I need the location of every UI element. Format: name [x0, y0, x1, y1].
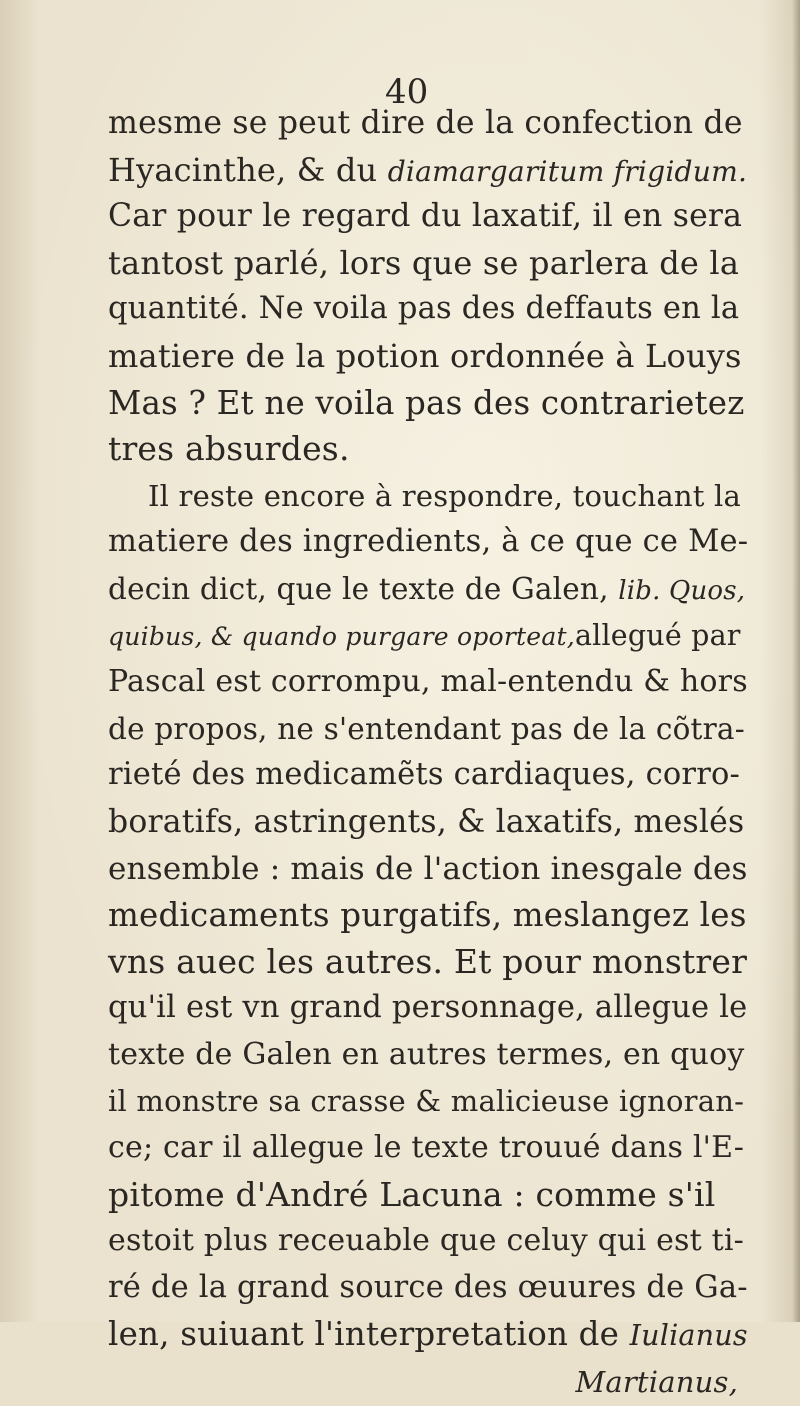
text-line	[108, 985, 748, 1032]
text-line	[108, 1311, 748, 1358]
text-roman: Car pour le regard du laxatif, il en sera	[108, 198, 743, 235]
text-italic: quibus, & quando purgare oporteat,	[108, 621, 575, 651]
text-roman: Pascal est corrompu, mal-entendu & hors	[108, 664, 748, 700]
page-number: 40	[385, 72, 429, 112]
text-roman: Hyacinthe, & du	[108, 150, 388, 189]
text-line	[108, 1078, 748, 1125]
text-roman: Il reste encore à respondre, touchant la	[148, 478, 741, 513]
text-roman: quantité. Ne voila pas des deffauts en la	[108, 291, 740, 327]
text-roman: estoit plus receuable que celuy qui est ti-	[108, 1223, 745, 1259]
text-roman: il monstre sa crasse & malicieuse ignoran-	[108, 1084, 745, 1119]
text-line	[108, 1125, 748, 1172]
text-roman: allegué par	[574, 618, 741, 652]
text-line	[108, 939, 748, 986]
text-roman: tantost parlé, lors que se parlera de la	[108, 243, 740, 282]
text-italic: Iulianus	[629, 1318, 748, 1353]
text-line	[108, 193, 748, 240]
text-italic: lib. Quos,	[618, 575, 746, 606]
text-line	[108, 799, 748, 846]
text-line	[108, 333, 748, 380]
text-roman: len, suiuant l'interpretation de	[108, 1315, 630, 1354]
text-line	[108, 147, 748, 194]
text-roman: medicaments purgatifs, meslangez les	[108, 896, 747, 935]
text-roman: ce; car il allegue le texte trouué dans l'E-	[108, 1130, 745, 1166]
text-line	[108, 1218, 748, 1265]
text-line	[108, 752, 748, 799]
text-line	[108, 846, 748, 893]
text-line	[108, 706, 748, 753]
text-line	[108, 1265, 748, 1312]
text-line	[108, 566, 748, 613]
text-line	[108, 519, 748, 566]
text-roman: ré de la grand source des œuures de Ga-	[108, 1269, 748, 1305]
text-line	[108, 380, 748, 427]
text-roman: Mas ? Et ne voila pas des contrarietez	[108, 383, 745, 422]
text-roman: tres absurdes.	[108, 429, 350, 469]
text-roman: texte de Galen en autres termes, en quoy	[108, 1036, 745, 1072]
text-roman: ensemble : mais de l'action inesgale des	[108, 850, 748, 887]
text-line	[108, 1032, 748, 1079]
text-line	[108, 613, 748, 660]
text-roman: mesme se peut dire de la confection de	[108, 105, 743, 141]
text-line	[108, 1172, 748, 1219]
text-roman: qu'il est vn grand personnage, allegue le	[108, 990, 748, 1026]
text-roman: matiere des ingredients, à ce que ce Me-	[108, 524, 749, 560]
text-roman: matiere de la potion ordonnée à Louys	[108, 336, 742, 375]
text-roman: decin dict, que le texte de Galen,	[108, 571, 619, 606]
text-line	[108, 892, 748, 939]
text-italic: Martianus,	[575, 1365, 738, 1400]
text-roman: rieté des medicamẽts cardiaques, corro-	[108, 757, 741, 793]
text-line	[108, 286, 748, 333]
page-edge-shadow	[792, 0, 800, 1322]
text-line	[108, 100, 748, 147]
text-line	[108, 659, 748, 706]
text-line	[108, 473, 748, 520]
text-roman: de propos, ne s'entendant pas de la cõtra-	[108, 711, 745, 746]
text-line	[108, 240, 748, 287]
text-line	[108, 426, 748, 473]
text-roman: pitome d'André Lacuna : comme s'il	[108, 1174, 716, 1214]
body-text	[108, 100, 748, 1405]
text-italic: diamargaritum frigidum.	[387, 154, 748, 188]
text-line	[108, 1358, 748, 1405]
text-roman: vns auec les autres. Et pour monstrer	[108, 941, 748, 981]
text-roman: boratifs, astringents, & laxatifs, meslés	[108, 803, 745, 840]
